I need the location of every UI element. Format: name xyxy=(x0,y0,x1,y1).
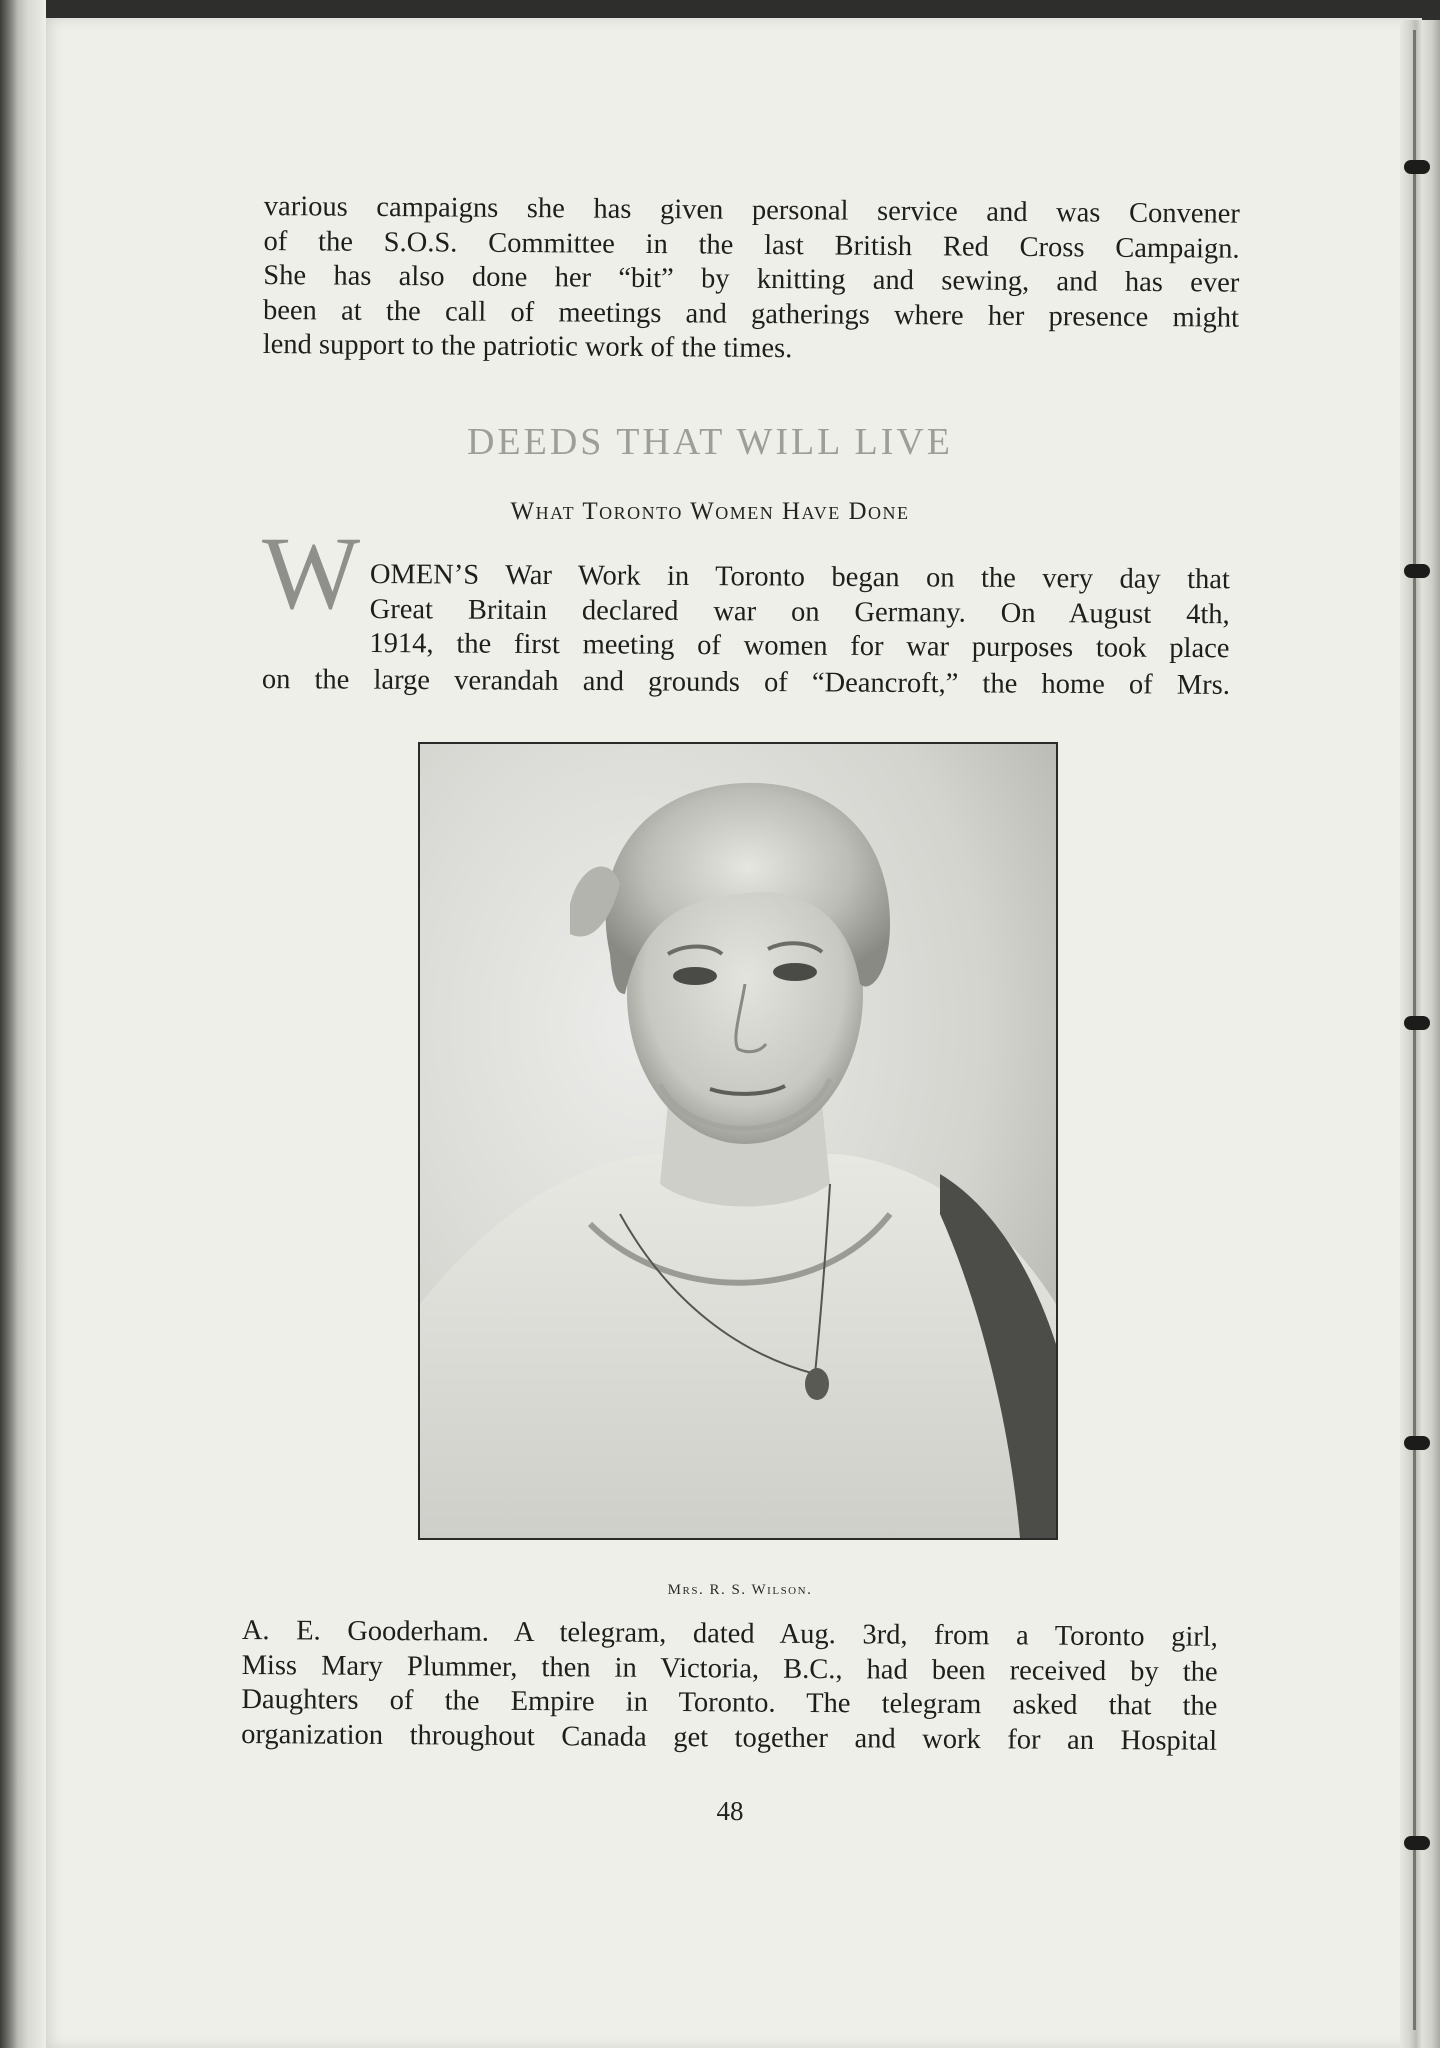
binding-staple xyxy=(1404,160,1430,174)
portrait-image xyxy=(420,744,1056,1538)
page-number: 48 xyxy=(716,1796,744,1826)
drop-cap: W xyxy=(262,516,361,631)
text-line: OMEN’S War Work in Toronto began on the very day that xyxy=(369,559,1230,596)
text-line: Daughters of the Empire in Toronto. The telegram asked that the xyxy=(241,1683,1218,1722)
text-line: Great Britain declared war on Germany. On August 4th, xyxy=(369,593,1230,630)
text-line: organization throughout Canada get together and work for an Hospital xyxy=(241,1718,1218,1757)
intro-paragraph-full xyxy=(262,663,1230,703)
text-line: A. E. Gooderham. A telegram, dated Aug. 3rd, from a Toronto girl, xyxy=(241,1615,1218,1653)
book-binding xyxy=(1400,20,1440,2048)
bottom-paragraph xyxy=(241,1614,1218,1759)
text-line: on the large verandah and grounds of “Deancroft,” the home of Mrs. xyxy=(261,664,1230,701)
text-line: 1914, the first meeting of women for war purposes took place xyxy=(369,627,1230,665)
book-left-edge xyxy=(0,0,46,2048)
binding-thread xyxy=(1413,30,1416,2030)
text-line: lend support to the patriotic work of the times. xyxy=(262,328,793,365)
portrait-photograph xyxy=(418,742,1058,1540)
text-line: of the S.O.S. Committee in the last British Red Cross Campaign. xyxy=(263,225,1240,265)
intro-paragraph-indented xyxy=(369,558,1230,667)
text-line: various campaigns she has given personal service and was Convener xyxy=(263,190,1240,230)
binding-staple xyxy=(1404,1836,1430,1850)
section-heading: DEEDS THAT WILL LIVE xyxy=(466,421,954,463)
binding-staple xyxy=(1404,1016,1430,1030)
text-line: Miss Mary Plummer, then in Victoria, B.C., had been received by the xyxy=(241,1649,1218,1688)
binding-staple xyxy=(1404,1436,1430,1450)
text-line: She has also done her “bit” by knitting and sewing, and has ever xyxy=(263,259,1240,299)
text-line: been at the call of meetings and gatherings where her presence might xyxy=(262,294,1240,334)
binding-staple xyxy=(1404,564,1430,578)
section-subheading: What Toronto Women Have Done xyxy=(510,498,910,525)
top-paragraph xyxy=(263,190,1240,370)
photo-caption: Mrs. R. S. Wilson. xyxy=(667,1582,813,1598)
